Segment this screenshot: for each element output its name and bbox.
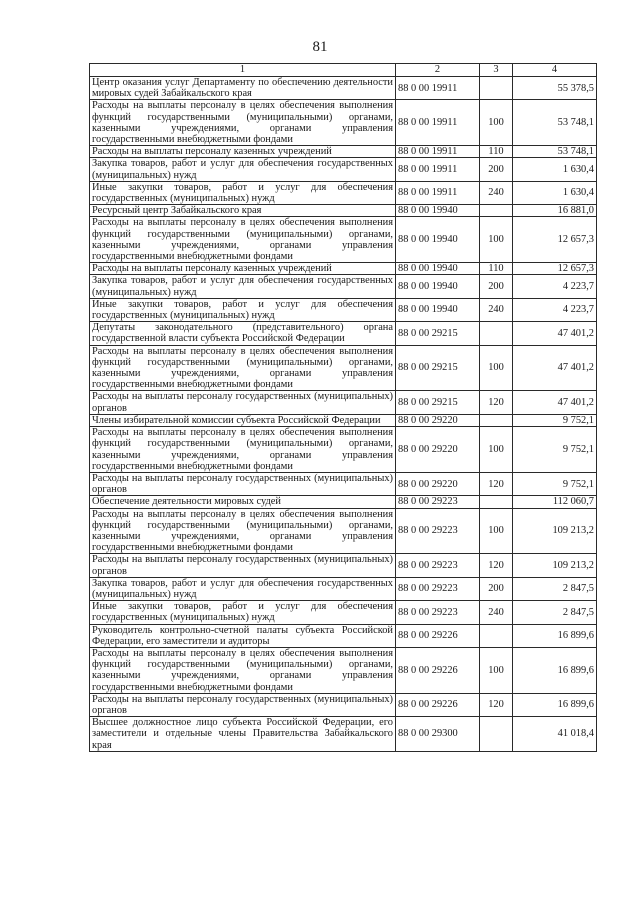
column-header-name: 1 — [90, 64, 396, 77]
row-code-cell: 88 0 00 19940 — [396, 275, 480, 298]
row-code-cell: 88 0 00 29223 — [396, 577, 480, 600]
row-name-cell: Иные закупки товаров, работ и услуг для обеспечения государственных (муниципальных) нужд — [90, 298, 396, 321]
table-row — [90, 146, 597, 158]
row-amount-cell: 47 401,2 — [513, 322, 597, 345]
row-code-cell: 88 0 00 29226 — [396, 624, 480, 647]
table-row — [90, 158, 597, 181]
table-row — [90, 345, 597, 391]
row-type-cell — [480, 717, 513, 752]
row-code-cell: 88 0 00 19911 — [396, 146, 480, 158]
row-name-cell: Расходы на выплаты персоналу в целях обеспечения выполнения функций государственными (муниципальными) органами, казенными учреждениями, органами управления государственными внебюджетными фондами — [90, 217, 396, 263]
row-name-cell: Расходы на выплаты персоналу в целях обеспечения выполнения функций государственными (муниципальными) органами, казенными учреждениями, органами управления государственными внебюджетными фондами — [90, 345, 396, 391]
row-code-cell: 88 0 00 29226 — [396, 693, 480, 716]
row-name-cell: Расходы на выплаты персоналу казенных учреждений — [90, 146, 396, 158]
row-amount-cell: 1 630,4 — [513, 158, 597, 181]
row-type-cell: 100 — [480, 647, 513, 693]
row-amount-cell: 53 748,1 — [513, 146, 597, 158]
row-code-cell: 88 0 00 29300 — [396, 717, 480, 752]
table-row — [90, 508, 597, 554]
row-amount-cell: 12 657,3 — [513, 217, 597, 263]
row-name-cell: Расходы на выплаты персоналу казенных учреждений — [90, 263, 396, 275]
table-row — [90, 100, 597, 146]
table-row — [90, 181, 597, 204]
row-amount-cell: 16 899,6 — [513, 693, 597, 716]
row-code-cell: 88 0 00 29215 — [396, 391, 480, 414]
table-row — [90, 427, 597, 473]
row-name-cell: Центр оказания услуг Департаменту по обеспечению деятельности мировых судей Забайкальского края — [90, 77, 396, 100]
table-row — [90, 205, 597, 217]
row-type-cell: 100 — [480, 217, 513, 263]
table-row — [90, 263, 597, 275]
row-name-cell: Обеспечение деятельности мировых судей — [90, 496, 396, 508]
row-type-cell: 100 — [480, 100, 513, 146]
row-code-cell: 88 0 00 19940 — [396, 298, 480, 321]
row-type-cell: 100 — [480, 427, 513, 473]
row-name-cell: Расходы на выплаты персоналу в целях обеспечения выполнения функций государственными (муниципальными) органами, казенными учреждениями, органами управления государственными внебюджетными фондами — [90, 427, 396, 473]
row-amount-cell: 16 899,6 — [513, 624, 597, 647]
row-amount-cell: 4 223,7 — [513, 298, 597, 321]
row-code-cell: 88 0 00 29220 — [396, 427, 480, 473]
row-code-cell: 88 0 00 19911 — [396, 100, 480, 146]
row-code-cell: 88 0 00 19911 — [396, 77, 480, 100]
row-type-cell: 100 — [480, 345, 513, 391]
row-amount-cell: 109 213,2 — [513, 554, 597, 577]
table-row — [90, 298, 597, 321]
row-code-cell: 88 0 00 29215 — [396, 345, 480, 391]
row-name-cell: Расходы на выплаты персоналу государственных (муниципальных) органов — [90, 554, 396, 577]
row-name-cell: Расходы на выплаты персоналу в целях обеспечения выполнения функций государственными (муниципальными) органами, казенными учреждениями, органами управления государственными внебюджетными фондами — [90, 508, 396, 554]
table-row — [90, 496, 597, 508]
table-row — [90, 717, 597, 752]
row-amount-cell: 2 847,5 — [513, 601, 597, 624]
row-type-cell — [480, 77, 513, 100]
row-amount-cell: 41 018,4 — [513, 717, 597, 752]
row-amount-cell: 9 752,1 — [513, 414, 597, 426]
row-amount-cell: 12 657,3 — [513, 263, 597, 275]
row-amount-cell: 9 752,1 — [513, 427, 597, 473]
table-row — [90, 601, 597, 624]
row-type-cell: 240 — [480, 181, 513, 204]
row-type-cell: 240 — [480, 601, 513, 624]
row-code-cell: 88 0 00 19911 — [396, 181, 480, 204]
row-name-cell: Закупка товаров, работ и услуг для обеспечения государственных (муниципальных) нужд — [90, 275, 396, 298]
row-name-cell: Депутаты законодательного (представительного) органа государственной власти субъекта Российской Федерации — [90, 322, 396, 345]
row-name-cell: Высшее должностное лицо субъекта Российской Федерации, его заместители и отдельные члены Правительства Забайкальского края — [90, 717, 396, 752]
row-amount-cell: 109 213,2 — [513, 508, 597, 554]
row-name-cell: Расходы на выплаты персоналу в целях обеспечения выполнения функций государственными (муниципальными) органами, казенными учреждениями, органами управления государственными внебюджетными фондами — [90, 647, 396, 693]
row-code-cell: 88 0 00 29223 — [396, 554, 480, 577]
table-row — [90, 275, 597, 298]
row-code-cell: 88 0 00 19940 — [396, 217, 480, 263]
row-type-cell: 200 — [480, 275, 513, 298]
table-row — [90, 554, 597, 577]
row-name-cell: Ресурсный центр Забайкальского края — [90, 205, 396, 217]
table-header-row — [90, 64, 597, 77]
row-type-cell: 110 — [480, 146, 513, 158]
row-code-cell: 88 0 00 19911 — [396, 158, 480, 181]
row-amount-cell: 112 060,7 — [513, 496, 597, 508]
row-type-cell — [480, 496, 513, 508]
row-amount-cell: 47 401,2 — [513, 391, 597, 414]
row-amount-cell: 47 401,2 — [513, 345, 597, 391]
row-code-cell: 88 0 00 29223 — [396, 601, 480, 624]
row-amount-cell: 2 847,5 — [513, 577, 597, 600]
table-row — [90, 217, 597, 263]
row-code-cell: 88 0 00 29215 — [396, 322, 480, 345]
row-name-cell: Руководитель контрольно-счетной палаты субъекта Российской Федерации, его заместители и аудиторы — [90, 624, 396, 647]
table-row — [90, 577, 597, 600]
table-row — [90, 391, 597, 414]
row-name-cell: Закупка товаров, работ и услуг для обеспечения государственных (муниципальных) нужд — [90, 577, 396, 600]
row-name-cell: Расходы на выплаты персоналу государственных (муниципальных) органов — [90, 391, 396, 414]
row-name-cell: Члены избирательной комиссии субъекта Российской Федерации — [90, 414, 396, 426]
row-name-cell: Расходы на выплаты персоналу в целях обеспечения выполнения функций государственными (муниципальными) органами, казенными учреждениями, органами управления государственными внебюджетными фондами — [90, 100, 396, 146]
row-type-cell: 120 — [480, 472, 513, 495]
row-amount-cell: 16 899,6 — [513, 647, 597, 693]
row-type-cell — [480, 205, 513, 217]
row-name-cell: Иные закупки товаров, работ и услуг для обеспечения государственных (муниципальных) нужд — [90, 601, 396, 624]
row-type-cell: 200 — [480, 158, 513, 181]
row-type-cell: 120 — [480, 554, 513, 577]
table-row — [90, 77, 597, 100]
row-type-cell — [480, 414, 513, 426]
row-code-cell: 88 0 00 29220 — [396, 414, 480, 426]
row-type-cell — [480, 322, 513, 345]
row-name-cell: Расходы на выплаты персоналу государственных (муниципальных) органов — [90, 472, 396, 495]
row-type-cell: 120 — [480, 693, 513, 716]
row-type-cell — [480, 624, 513, 647]
row-type-cell: 100 — [480, 508, 513, 554]
column-header-amount: 4 — [513, 64, 597, 77]
row-type-cell: 120 — [480, 391, 513, 414]
row-code-cell: 88 0 00 19940 — [396, 205, 480, 217]
row-amount-cell: 1 630,4 — [513, 181, 597, 204]
table-row — [90, 322, 597, 345]
row-name-cell: Расходы на выплаты персоналу государственных (муниципальных) органов — [90, 693, 396, 716]
row-type-cell: 200 — [480, 577, 513, 600]
table-row — [90, 472, 597, 495]
row-amount-cell: 4 223,7 — [513, 275, 597, 298]
row-code-cell: 88 0 00 29220 — [396, 472, 480, 495]
row-code-cell: 88 0 00 29223 — [396, 508, 480, 554]
budget-table — [89, 63, 597, 752]
row-amount-cell: 53 748,1 — [513, 100, 597, 146]
row-code-cell: 88 0 00 19940 — [396, 263, 480, 275]
column-header-code: 2 — [396, 64, 480, 77]
row-type-cell: 110 — [480, 263, 513, 275]
row-amount-cell: 16 881,0 — [513, 205, 597, 217]
page-number: 81 — [312, 39, 328, 55]
table-row — [90, 647, 597, 693]
table-row — [90, 414, 597, 426]
row-amount-cell: 9 752,1 — [513, 472, 597, 495]
row-amount-cell: 55 378,5 — [513, 77, 597, 100]
row-type-cell: 240 — [480, 298, 513, 321]
table-row — [90, 624, 597, 647]
row-name-cell: Закупка товаров, работ и услуг для обеспечения государственных (муниципальных) нужд — [90, 158, 396, 181]
column-header-type: 3 — [480, 64, 513, 77]
table-row — [90, 693, 597, 716]
row-code-cell: 88 0 00 29223 — [396, 496, 480, 508]
row-code-cell: 88 0 00 29226 — [396, 647, 480, 693]
row-name-cell: Иные закупки товаров, работ и услуг для обеспечения государственных (муниципальных) нужд — [90, 181, 396, 204]
